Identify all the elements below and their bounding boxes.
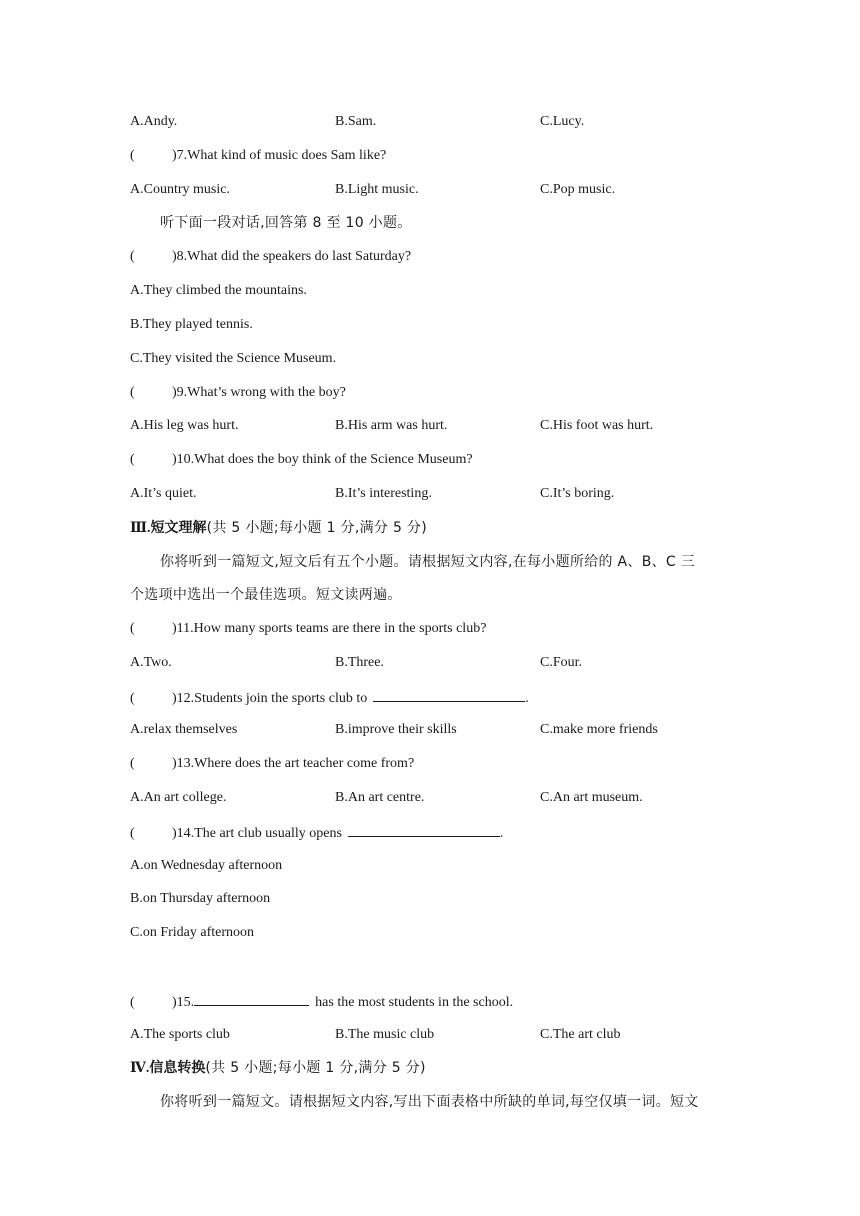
q14-option-c: C.on Friday afternoon <box>130 925 255 940</box>
q15-option-b: B.The music club <box>335 1027 435 1042</box>
q9-option-b: B.His arm was hurt. <box>335 418 448 433</box>
q11-stem: ( )11.How many sports teams are there in the sports club? <box>130 621 487 636</box>
section-3-title: 短文理解 <box>150 520 207 536</box>
q11-option-b: B.Three. <box>335 655 384 670</box>
q13-option-b: B.An art centre. <box>335 790 425 805</box>
q15-stem: ( )15. has the most students in the school. <box>130 991 513 1011</box>
q12-option-b: B.improve their skills <box>335 722 457 737</box>
q15-option-c: C.The art club <box>540 1027 621 1042</box>
q13-option-c: C.An art museum. <box>540 790 643 805</box>
q12-option-a: A.relax themselves <box>130 722 238 737</box>
q8-option-b: B.They played tennis. <box>130 317 253 332</box>
q14-option-a: A.on Wednesday afternoon <box>130 858 283 873</box>
q13-option-a: A.An art college. <box>130 790 227 805</box>
section-3-instruction-line-1: 你将听到一篇短文,短文后有五个小题。请根据短文内容,在每小题所给的 A、B、C 三 <box>160 554 696 570</box>
q15-option-a: A.The sports club <box>130 1027 230 1042</box>
q7-option-c: C.Pop music. <box>540 182 616 197</box>
q10-option-c: C.It’s boring. <box>540 486 615 501</box>
section-4-title: 信息转换 <box>149 1060 206 1076</box>
q7-stem: ( )7.What kind of music does Sam like? <box>130 146 386 166</box>
q11-option-c: C.Four. <box>540 655 583 670</box>
q8-option-a: A.They climbed the mountains. <box>130 283 307 298</box>
q9-stem: ( )9.What’s wrong with the boy? <box>130 385 346 400</box>
q9-option-c: C.His foot was hurt. <box>540 418 654 433</box>
section-4-instruction-line-1: 你将听到一篇短文。请根据短文内容,写出下面表格中所缺的单词,每空仅填一词。短文 <box>160 1094 699 1110</box>
section-3-instruction-line-2: 个选项中选出一个最佳选项。短文读两遍。 <box>130 587 402 603</box>
q7-option-b: B.Light music. <box>335 182 419 197</box>
q7-option-a: A.Country music. <box>130 182 230 197</box>
q12-stem: ( )12.Students join the sports club to . <box>130 687 529 707</box>
q9-option-a: A.His leg was hurt. <box>130 418 239 433</box>
q6-option-c: C.Lucy. <box>540 114 585 129</box>
listen-instruction-8-10: 听下面一段对话,回答第 8 至 10 小题。 <box>160 215 412 231</box>
q10-stem: ( )10.What does the boy think of the Science Museum? <box>130 452 473 467</box>
q14-blank[interactable] <box>348 822 500 837</box>
q12-option-c: C.make more friends <box>540 722 658 737</box>
q14-option-b: B.on Thursday afternoon <box>130 891 271 906</box>
q8-stem: ( )8.What did the speakers do last Saturday? <box>130 249 412 264</box>
q8-option-c: C.They visited the Science Museum. <box>130 351 337 366</box>
section-4-note: (共 5 小题;每小题 1 分,满分 5 分) <box>205 1060 426 1076</box>
section-3-note: (共 5 小题;每小题 1 分,满分 5 分) <box>206 520 427 536</box>
q15-blank[interactable] <box>194 991 309 1006</box>
q6-option-b: B.Sam. <box>335 114 377 129</box>
q14-stem: ( )14.The art club usually opens . <box>130 822 503 842</box>
section-4-heading: Ⅳ.信息转换(共 5 小题;每小题 1 分,满分 5 分) <box>130 1060 426 1076</box>
q13-stem: ( )13.Where does the art teacher come from? <box>130 756 415 771</box>
section-3-heading: Ⅲ.短文理解(共 5 小题;每小题 1 分,满分 5 分) <box>130 520 427 536</box>
q10-option-b: B.It’s interesting. <box>335 486 432 501</box>
q10-option-a: A.It’s quiet. <box>130 486 197 501</box>
answer-paren: ( <box>130 148 135 163</box>
q11-option-a: A.Two. <box>130 655 172 670</box>
q12-blank[interactable] <box>373 687 525 702</box>
q6-option-a: A.Andy. <box>130 114 178 129</box>
